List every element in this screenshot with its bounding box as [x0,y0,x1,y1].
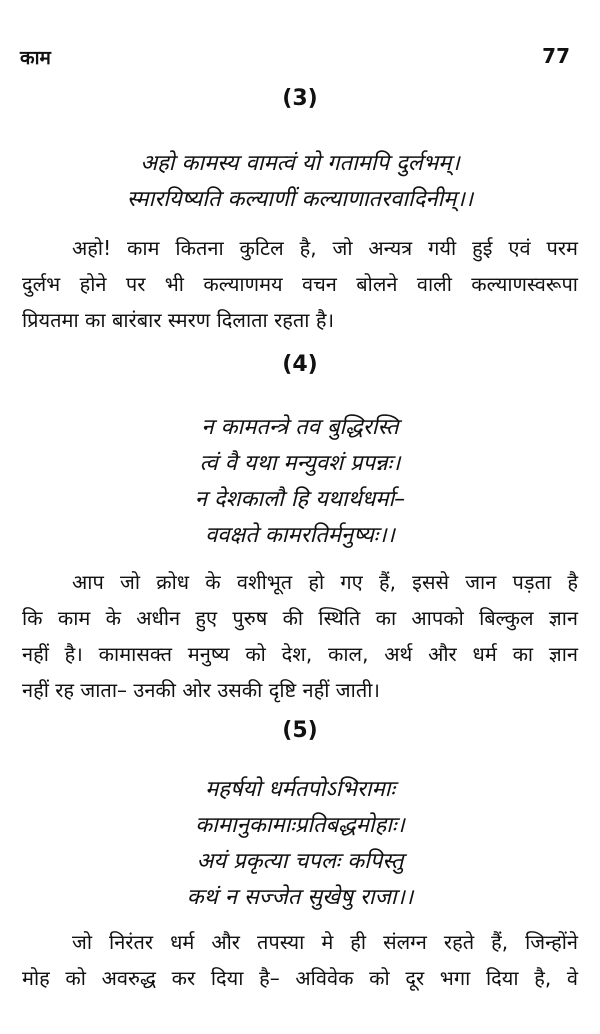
paragraph-line: दुर्लभ होने पर भी कल्याणमय वचन बोलने वाली कल्याणस्वरूपा [22,272,578,296]
verse-line: न कामतन्त्रे तव बुद्धिरस्ति [201,415,399,440]
translation-paragraph [22,924,578,996]
translation-paragraph [22,230,578,338]
paragraph-line: जो निरंतर धर्म और तपस्या मे ही संलग्न रहते हैं, जिन्होंने [72,930,578,954]
paragraph-line: नहीं है। कामासक्त मनुष्य को देश, काल, अर्थ और धर्म का ज्ञान [22,642,578,666]
paragraph-line: अहो! काम कितना कुटिल है, जो अन्यत्र गयी हुई एवं परम [72,236,578,260]
translation-paragraph [22,564,578,708]
sanskrit-verse [0,146,600,218]
paragraph-line: नहीं रह जाता– उनकी ओर उसकी दृष्टि नहीं जाती। [22,678,380,702]
section-number: (3) [282,86,318,111]
verse-line: महर्षयो धर्मतपोऽभिरामाः [205,777,395,802]
running-header-chapter: काम [20,47,51,69]
verse-line: कथं न सज्जेत सुखेषु राजा।। [186,885,414,910]
paragraph-line: मोह को अवरुद्ध कर दिया है– अविवेक को दूर भगा दिया है, वे [22,966,578,990]
sanskrit-verse [0,410,600,554]
verse-line: अहो कामस्य वामत्वं यो गतामपि दुर्लभम्। [140,151,460,176]
verse-line: त्वं वै यथा मन्युवशं प्रपन्नः। [199,451,401,476]
paragraph-line: कि काम के अधीन हुए पुरुष की स्थिति का आपको बिल्कुल ज्ञान [22,606,578,630]
verse-line: न देशकालौ हि यथार्थधर्मा– [194,487,406,512]
section-number: (4) [282,352,318,377]
sanskrit-verse [0,772,600,916]
verse-line: कामानुकामाःप्रतिबद्धमोहाः। [195,813,405,838]
paragraph-line: प्रियतमा का बारंबार स्मरण दिलाता रहता है। [22,308,335,332]
verse-line: अयं प्रकृत्या चपलः कपिस्तु [196,849,404,874]
page-number: 77 [542,44,570,68]
verse-line: स्मारयिष्यति कल्याणीं कल्याणातरवादिनीम्।। [126,187,474,212]
verse-line: ववक्षते कामरतिर्मनुष्यः।। [205,523,395,548]
paragraph-line: आप जो क्रोध के वशीभूत हो गए हैं, इससे जान पड़ता है [72,570,578,594]
section-number: (5) [282,718,318,743]
